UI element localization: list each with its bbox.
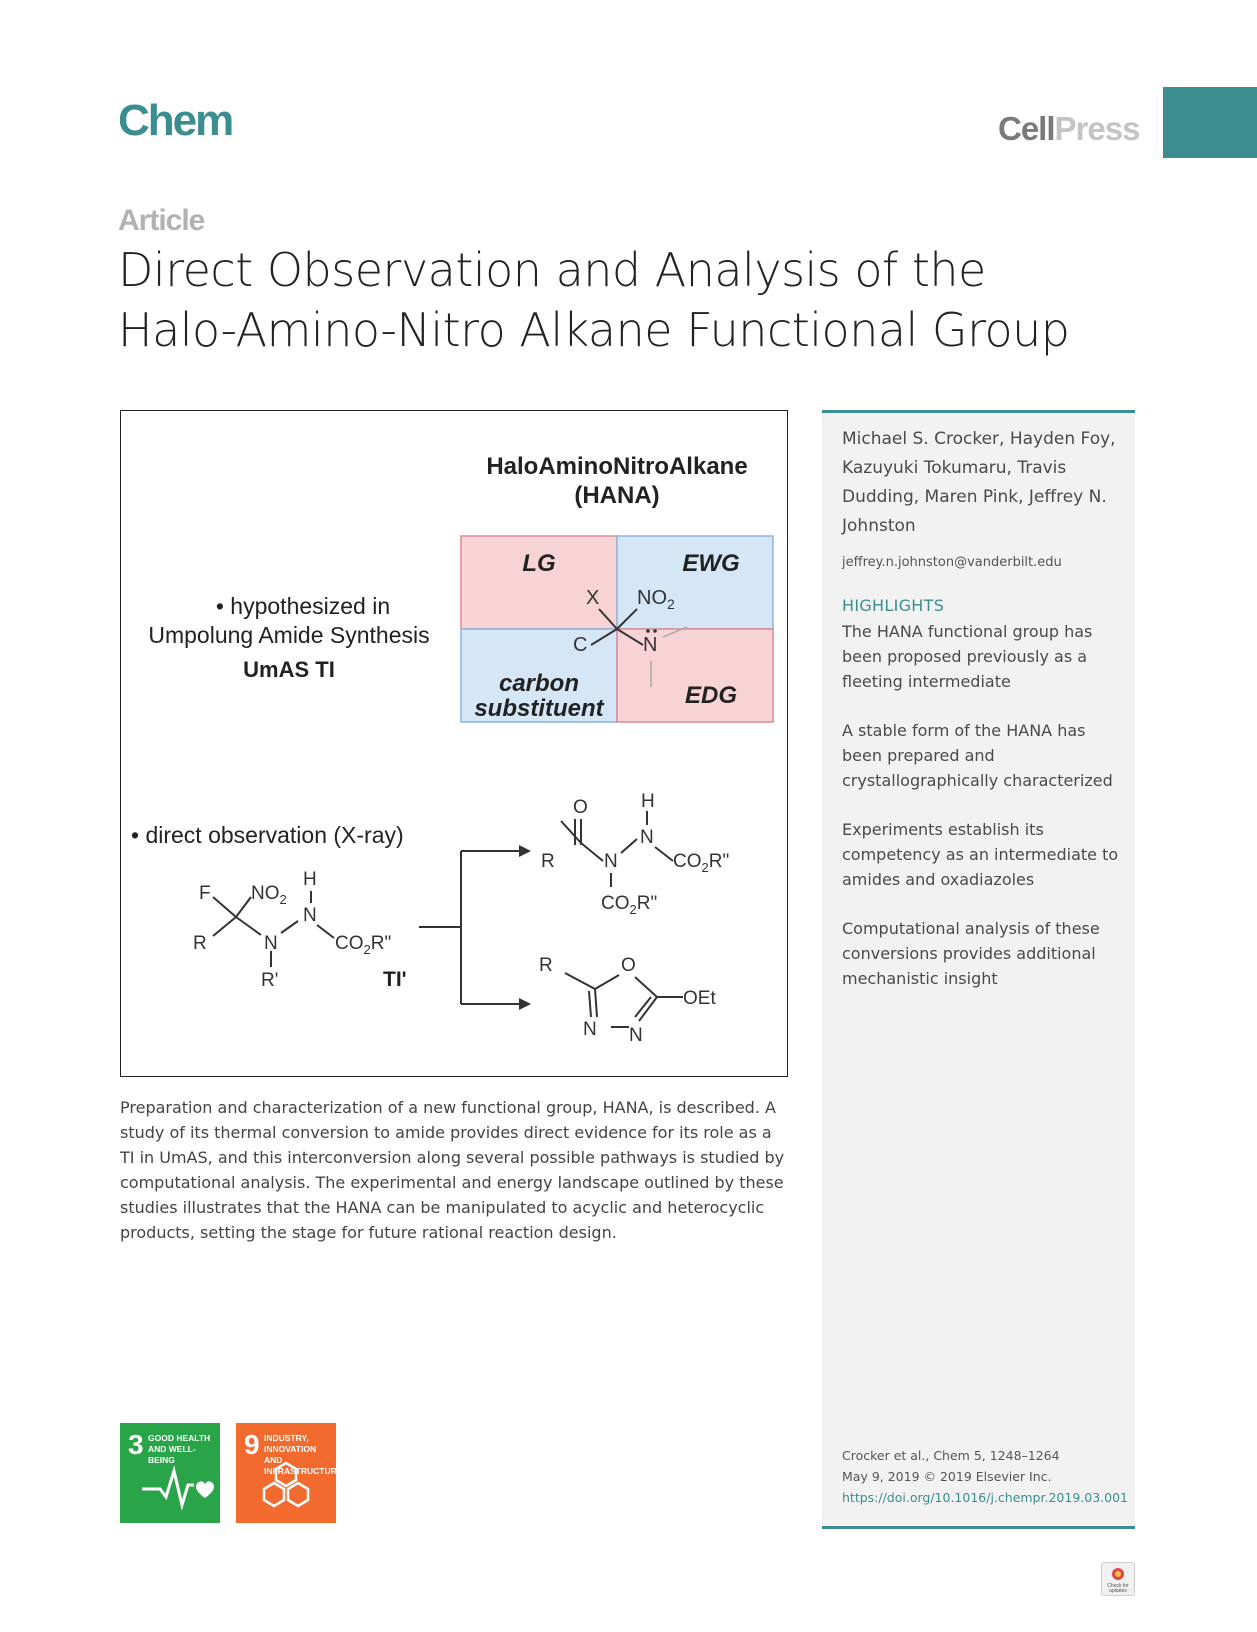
citation-line-2: May 9, 2019 © 2019 Elsevier Inc. [842, 1469, 1052, 1484]
ti-label: TI' [383, 968, 407, 991]
oxadiazole-atom-oet: OEt [683, 988, 716, 1009]
ti-atom-r: R [193, 933, 207, 954]
heartbeat-icon [120, 1423, 220, 1523]
journal-logo[interactable]: Chem [118, 96, 233, 145]
bullet-umas: Umpolung Amide Synthesis [148, 622, 430, 648]
sdg-3-number: 3 [128, 1429, 144, 1460]
graphical-abstract [120, 410, 788, 1077]
citation-line-1: Crocker et al., Chem 5, 1248–1264 [842, 1448, 1060, 1463]
sdg-3-label-line1: GOOD HEALTH [148, 1433, 211, 1443]
ti-atom-n1: N [303, 905, 317, 926]
publisher-logo-press: Press [1054, 110, 1140, 147]
lone-pair-dot-2 [653, 629, 657, 633]
oxadiazole-atom-o: O [621, 955, 636, 976]
sidebar [822, 410, 1135, 1529]
sdg-3-label-line2: AND WELL-BEING [148, 1444, 196, 1465]
check-updates-icon [1102, 1563, 1134, 1595]
publisher-logo[interactable] [998, 110, 1139, 148]
ti-atom-co2r: $CO_2R$" [335, 933, 392, 957]
bullet-direct-observation: • direct observation (X-ray) [131, 822, 404, 848]
hana-atom-x: X [586, 587, 600, 609]
sdg-3-badge[interactable] [120, 1423, 220, 1523]
highlight-item: The HANA functional group has been proposed previously as a fleeting intermediate [842, 622, 1093, 691]
arrow-head-oxadiazole [519, 998, 531, 1010]
corresponding-email[interactable]: jeffrey.n.johnston@vanderbilt.edu [842, 555, 1062, 570]
highlight-item: Experiments establish its competency as an intermediate to amides and oxadiazoles [842, 820, 1119, 889]
hana-atom-c: C [573, 634, 588, 656]
oxadiazole-atom-n1: N [583, 1019, 597, 1040]
author-list[interactable]: Michael S. Crocker, Hayden Foy, Kazuyuki Tokumaru, Travis Dudding, Maren Pink, Jeffrey N. Johnston [842, 429, 1116, 536]
bullet-hypothesized: • hypothesized in [215, 593, 391, 619]
abstract-text: Preparation and characterization of a new functional group, HANA, is described. A study of its thermal conversion to amide provides direct evidence for its role as a TI in UmAS, and this interconversion along several possible pathways is studied by computational analysis. The experimental and energy landscape outlined by these studies illustrates that the HANA can be manipulated to acyclic and heterocyclic products, setting the stage for future rational reaction design. [120, 1098, 785, 1242]
sdg-9-label-line2: AND INFRASTRUCTURE [264, 1455, 343, 1476]
oxadiazole-atom-r: R [539, 955, 553, 976]
sdg-9-badge[interactable] [236, 1423, 343, 1523]
sdg-9-label-line1: INDUSTRY, INNOVATION [264, 1433, 317, 1454]
quadrant-carbon-label-1: carbon [498, 670, 580, 697]
check-updates-text-2: updates [1109, 1588, 1127, 1594]
amide-atom-n1: N [640, 827, 654, 848]
amide-atom-co2r-b: $CO_2R$" [601, 893, 658, 917]
article-title: Direct Observation and Analysis of the Halo-Amino-Nitro Alkane Functional Group [118, 243, 1070, 357]
citation-block [842, 1445, 1128, 1508]
quadrant-ewg-label: EWG [682, 550, 740, 577]
graphical-abstract-figure [121, 411, 787, 1076]
bullet-umas-ti: UmAS TI [243, 657, 335, 682]
lone-pair-dot-1 [646, 629, 650, 633]
doi-link[interactable]: https://doi.org/10.1016/j.chempr.2019.03.001 [842, 1490, 1128, 1505]
amide-structure-bonds [561, 811, 673, 887]
ti-atom-h: H [303, 869, 317, 890]
amide-atom-r: R [541, 851, 555, 872]
amide-atom-o: O [573, 797, 588, 818]
amide-atom-h: H [641, 791, 655, 812]
amide-atom-n2: N [604, 851, 618, 872]
amide-atom-co2r-a: $CO_2R$" [673, 851, 730, 875]
check-for-updates-badge[interactable] [1101, 1562, 1135, 1596]
highlights-list [842, 619, 1127, 1015]
quadrant-lg-label: LG [522, 550, 556, 577]
header-accent-bar [1163, 87, 1257, 158]
check-updates-text-1: Check for [1107, 1583, 1129, 1589]
arrow-head-amide [519, 845, 531, 857]
article-type-label: Article [118, 204, 205, 237]
reaction-arrows [419, 851, 519, 1004]
ti-atom-no2: $NO_2$ [251, 883, 287, 907]
oxadiazole-atom-n2: N [629, 1025, 643, 1046]
hana-atom-no2: $NO_2$ [637, 587, 675, 612]
cubes-icon [236, 1423, 336, 1523]
ti-atom-n2: N [264, 933, 278, 954]
ti-atom-f: F [199, 883, 211, 904]
hana-title-line2: (HANA) [574, 482, 660, 509]
sdg-9-number: 9 [244, 1429, 260, 1460]
highlights-heading: HIGHLIGHTS [842, 596, 945, 615]
highlight-item: A stable form of the HANA has been prepared and crystallographically characterized [842, 721, 1113, 790]
ti-atom-rprime: R' [261, 970, 279, 991]
quadrant-edg-label: EDG [684, 682, 738, 709]
highlight-item: Computational analysis of these conversions provides additional mechanistic insight [842, 919, 1100, 988]
quadrant-carbon-label-2: substituent [474, 695, 604, 722]
publisher-logo-cell: Cell [998, 110, 1055, 147]
hana-atom-n: N [643, 634, 658, 656]
hana-title-line1: HaloAminoNitroAlkane [486, 453, 748, 480]
